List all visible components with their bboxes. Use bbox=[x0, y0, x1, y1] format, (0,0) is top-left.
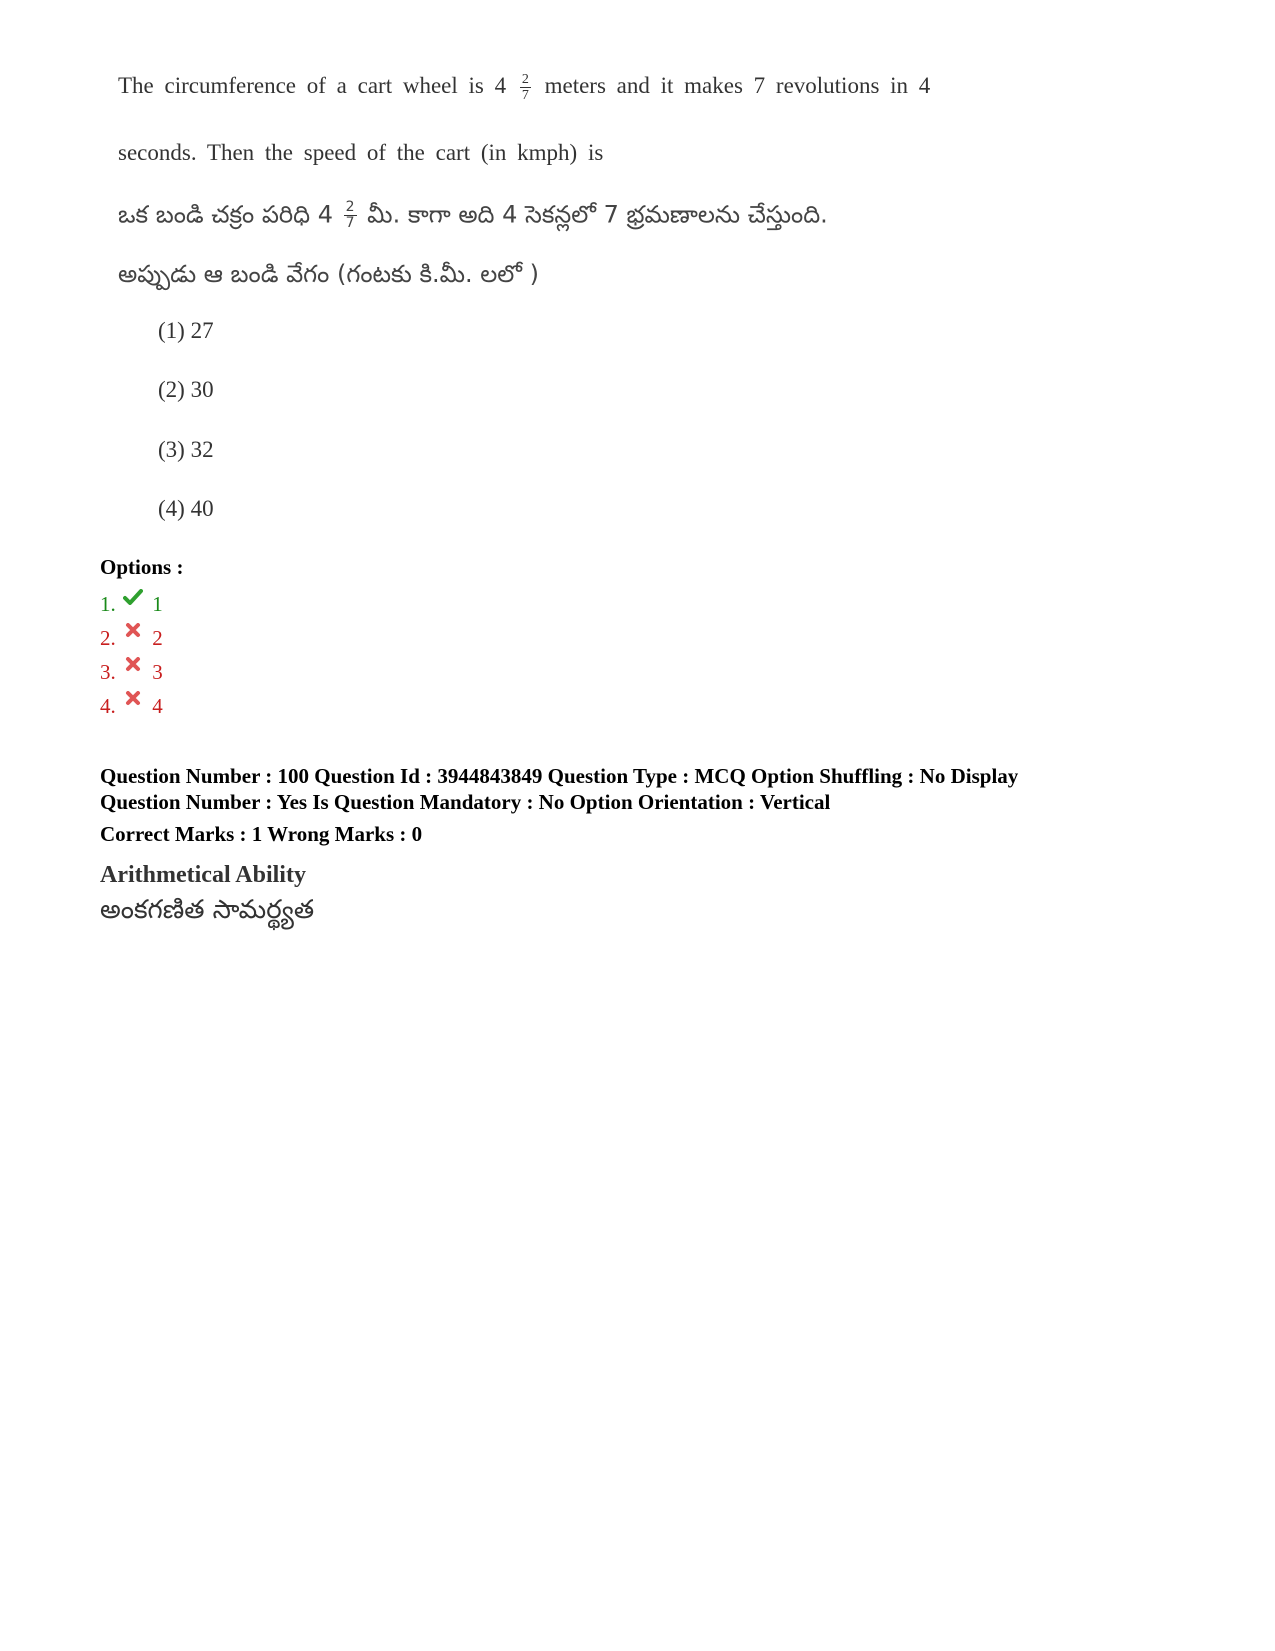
question-text-part: మీ. కాగా అది 4 సెకన్లలో 7 భ్రమణాలను చేస్తుంది. bbox=[367, 200, 828, 229]
check-icon bbox=[123, 589, 143, 605]
question-text-part: ఒక బండి చక్రం పరిధి 4 bbox=[118, 200, 333, 229]
question-meta-line-1: Question Number : 100 Question Id : 3944843849 Question Type : MCQ Option Shuffling : No Display bbox=[100, 764, 1019, 788]
fraction-denominator: 7 bbox=[345, 215, 355, 231]
fraction bbox=[344, 200, 357, 231]
question-choice: (2) 30 bbox=[158, 377, 214, 402]
option-index: 4. bbox=[100, 694, 116, 718]
marks-info: Correct Marks : 1 Wrong Marks : 0 bbox=[100, 822, 423, 846]
question-text-telugu-line-2: అప్పుడు ఆ బండి వేగం (గంటకు కి.మీ. లలో ) bbox=[118, 260, 539, 288]
question-choice: (4) 40 bbox=[158, 496, 214, 521]
question-text-part: meters and it makes 7 revolutions in 4 bbox=[544, 72, 931, 98]
question-text-english-line-1 bbox=[118, 72, 930, 103]
fraction-numerator: 2 bbox=[521, 72, 529, 87]
option-item-4 bbox=[100, 691, 163, 719]
option-item-3 bbox=[100, 657, 163, 685]
option-value: 3 bbox=[152, 660, 163, 684]
options-label: Options : bbox=[100, 555, 184, 579]
option-index: 1. bbox=[100, 592, 116, 616]
question-text-part: The circumference of a cart wheel is 4 bbox=[118, 72, 507, 98]
option-value: 4 bbox=[152, 694, 163, 718]
question-text-telugu-line-1 bbox=[118, 200, 828, 235]
fraction-numerator: 2 bbox=[345, 199, 355, 215]
fraction bbox=[520, 72, 531, 103]
cross-icon bbox=[123, 691, 143, 707]
option-value: 2 bbox=[152, 626, 163, 650]
cross-icon bbox=[123, 657, 143, 673]
option-value: 1 bbox=[152, 592, 163, 616]
cross-icon bbox=[123, 623, 143, 639]
fraction-denominator: 7 bbox=[521, 88, 529, 103]
option-item-2 bbox=[100, 623, 163, 651]
question-meta-line-2: Question Number : Yes Is Question Mandatory : No Option Orientation : Vertical bbox=[100, 790, 831, 814]
option-index: 2. bbox=[100, 626, 116, 650]
option-item-1 bbox=[100, 589, 163, 617]
section-title-english: Arithmetical Ability bbox=[100, 862, 306, 888]
question-text-english-line-2: seconds. Then the speed of the cart (in kmph) is bbox=[118, 140, 604, 165]
question-choice: (1) 27 bbox=[158, 318, 214, 343]
section-title-telugu: అంకగణిత సామర్థ్యత bbox=[100, 895, 315, 925]
question-choice: (3) 32 bbox=[158, 437, 214, 462]
option-index: 3. bbox=[100, 660, 116, 684]
